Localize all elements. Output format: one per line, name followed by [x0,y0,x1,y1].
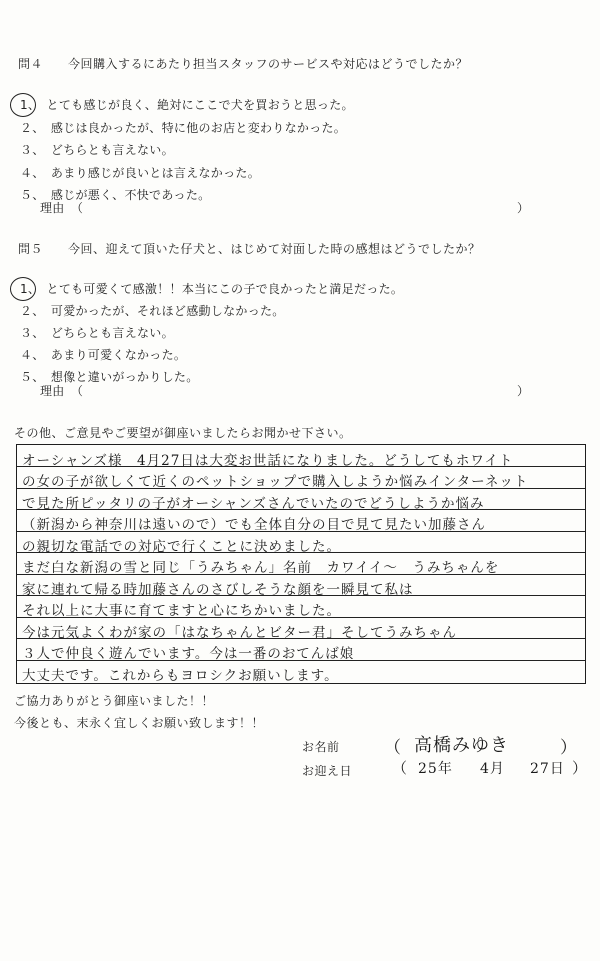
comment-line-9: 今は元気よくわが家の「はなちゃんとビター君」そしてうみちゃん [22,625,457,641]
closing-regards: 今後とも、末永く宜しくお願い致します！！ [14,716,265,730]
q5-title: 問５ 今回、迎えて頂いた仔犬と、はじめて対面した時の感想はどうでしたか？ [18,242,481,256]
name-close-paren: ） [560,738,578,758]
q5-option-3: ３、 どちらとも言えない。 [20,326,174,340]
comment-line-8: それ以上に大事に育てますと心にちかいました。 [22,603,341,619]
q4-option-4: ４、 あまり感じが良いとは言えなかった。 [20,166,261,180]
date-label: お迎え日 [302,764,353,778]
q5-option-4: ４、 あまり可愛くなかった。 [20,348,187,362]
comment-line-7: 家に連れて帰る時加藤さんのさびしそうな顔を一瞬見て私は [22,582,414,598]
q5-option-5: ５、 想像と違いがっかりした。 [20,370,199,384]
q4-reason-close: ） [517,201,530,215]
date-open-paren: （ [392,759,409,777]
q4-option-5: ５、 感じが悪く、不快であった。 [20,188,211,202]
q4-option-2: ２、 感じは良かったが、特に他のお店と変わりなかった。 [20,121,347,135]
q4-title: 問４ 今回購入するにあたり担当スタッフのサービスや対応はどうでしたか？ [18,57,469,71]
q5-option-1: 1、 とても可愛くて感激！！本当にこの子で良かったと満足だった。 [20,282,404,296]
q5-reason-close: ） [517,384,530,398]
q4-option-1: 1、 とても感じが良く、絶対にここで犬を買おうと思った。 [20,98,354,112]
comments-prompt: その他、ご意見やご要望が御座いましたらお聞かせ下さい。 [14,426,352,440]
comment-line-4: （新潟から神奈川は遠いので）でも全体自分の目で見て見たい加藤さん [22,517,486,533]
q4-option-3: ３、 どちらとも言えない。 [20,143,174,157]
q5-option-2: ２、 可愛かったが、それほど感動しなかった。 [20,304,285,318]
name-value: 高橋みゆき [414,735,509,756]
q4-reason-label: 理由 （ [40,201,84,215]
comment-line-3: で見た所ピッタリの子がオーシャンズさんでいたのでどうしようか悩み [22,496,485,512]
date-month: 4月 [480,761,505,777]
date-day: 27日 [530,761,565,777]
closing-thanks: ご協力ありがとう御座いました！！ [14,694,215,708]
name-label: お名前 [302,740,340,754]
comment-line-5: の親切な電話での対応で行くことに決めました。 [22,539,341,555]
comment-line-11: 大丈夫です。これからもヨロシクお願いします。 [22,668,339,684]
date-close-paren: ） [572,759,589,777]
comment-line-6: まだ白な新潟の雪と同じ「うみちゃん」名前 カワイイ〜 うみちゃんを [22,560,500,576]
date-year: 25年 [418,761,453,777]
comment-line-1: オーシャンズ様 4月27日は大変お世話になりました。どうしてもホワイト [22,453,514,469]
comment-line-2: の女の子が欲しくて近くのペットショップで購入しようか悩みインターネット [22,474,529,490]
comment-line-10: ３人で仲良く遊んでいます。今は一番のおてんば娘 [22,646,355,662]
q5-reason-label: 理由 （ [40,384,84,398]
name-open-paren: （ [384,738,402,758]
